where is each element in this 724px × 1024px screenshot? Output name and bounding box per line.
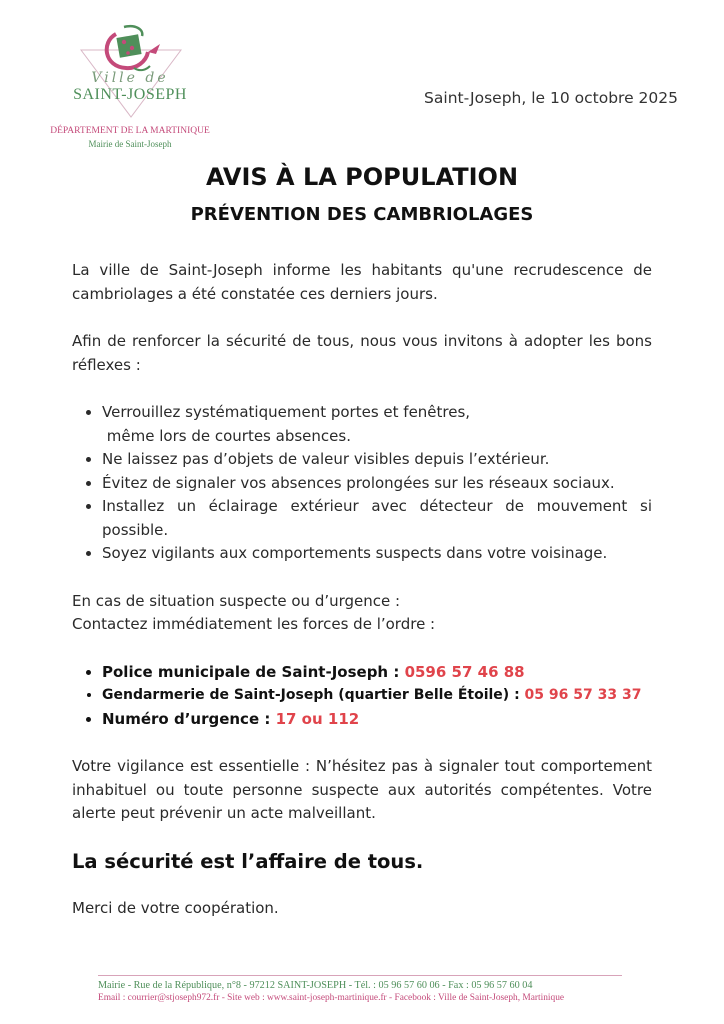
logo-department: DÉPARTEMENT DE LA MARTINIQUE [50, 126, 210, 136]
emergency-line-1: En cas de situation suspecte ou d’urgence : [72, 591, 401, 610]
notice-body [72, 259, 652, 921]
intro-paragraph: La ville de Saint-Joseph informe les habitants qu'une recrudescence de cambriolages a été constatée ces derniers jours. [72, 261, 652, 303]
city-logo [40, 22, 210, 152]
contact-gendarmerie [102, 684, 652, 708]
vigilance-paragraph: Votre vigilance est essentielle : N’hésitez pas à signaler tout comportement inhabituel ou toute personne suspecte aux autorités compétentes. Votre alerte peut prévenir un acte malveillant. [72, 757, 652, 822]
tip-item: • Évitez de signaler vos absences prolongées sur les réseaux sociaux. [102, 472, 652, 496]
footer-address: Mairie - Rue de la République, n°8 - 97212 SAINT-JOSEPH - Tél. : 05 96 57 60 06 - Fax : 05 96 57 60 04 [98, 980, 533, 991]
tip-item-continuation: même lors de courtes absences. [106, 426, 351, 445]
contact-phone: 0596 57 46 88 [404, 662, 525, 681]
contact-phone: 05 96 57 33 37 [524, 687, 642, 703]
contact-label: Numéro d’urgence : [102, 709, 276, 728]
logo-mairie: Mairie de Saint-Joseph [88, 139, 172, 149]
motto: La sécurité est l’affaire de tous. [72, 849, 424, 873]
contact-label: Police municipale de Saint-Joseph : [102, 662, 405, 681]
contact-label: Gendarmerie de Saint-Joseph (quartier Belle Étoile) : [102, 687, 525, 703]
tip-item: • Ne laissez pas d’objets de valeur visibles depuis l’extérieur. [102, 448, 652, 472]
document-date: Saint-Joseph, le 10 octobre 2025 [424, 89, 678, 107]
page-subtitle: PRÉVENTION DES CAMBRIOLAGES [190, 204, 534, 225]
contact-phone: 17 ou 112 [275, 709, 360, 728]
footer-contact: Email : courrier@stjoseph972.fr - Site web : www.saint-joseph-martinique.fr - Facebook : Ville de Saint-Joseph, Martinique [98, 993, 565, 1003]
footer-divider [98, 975, 622, 976]
page-title: AVIS À LA POPULATION [205, 163, 519, 191]
contacts-list [72, 661, 652, 732]
tip-item: • Soyez vigilants aux comportements suspects dans votre voisinage. [102, 542, 652, 566]
tip-item: • Verrouillez systématiquement portes et fenêtres, même lors de courtes absences. [102, 401, 652, 448]
thanks-line: Merci de votre coopération. [72, 899, 279, 917]
contact-police [102, 661, 652, 685]
emergency-line-2: Contactez immédiatement les forces de l’ordre : [72, 615, 436, 633]
tip-item: • Installez un éclairage extérieur avec détecteur de mouvement si possible. [102, 495, 652, 542]
logo-city-name: SAINT-JOSEPH [73, 86, 187, 103]
logo-ville-text: Ville de [91, 70, 169, 86]
invite-paragraph: Afin de renforcer la sécurité de tous, nous vous invitons à adopter les bons réflexes : [72, 332, 652, 374]
contact-emergency [102, 708, 652, 732]
tips-list [72, 401, 652, 566]
